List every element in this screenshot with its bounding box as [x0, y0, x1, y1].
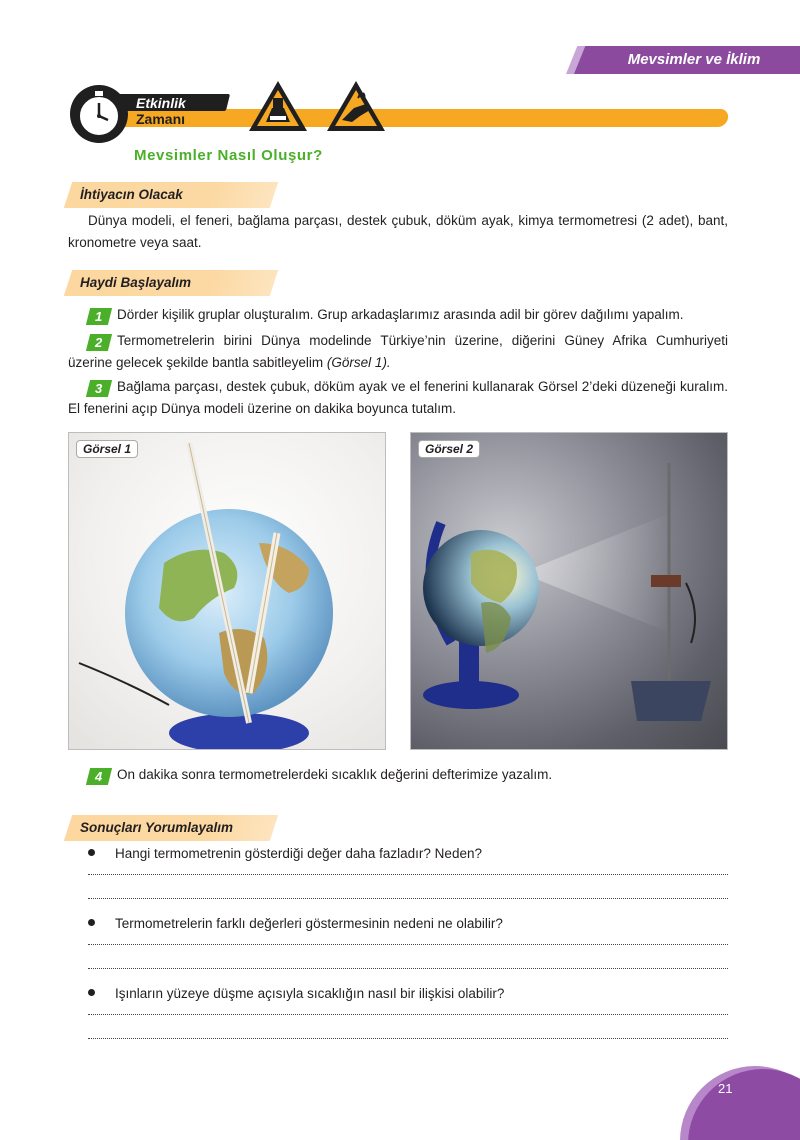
step-text: Dörder kişilik gruplar oluşturalım. Grup arkadaşlarımız arasında adil bir görev dağılımı yapalım. — [117, 307, 684, 322]
step-text: Termometrelerin birini Dünya modelinde Türkiye’nin üzerine, diğerini Güney Afrika Cumhuriyeti üzerine gelecek şekilde bantla sabitleyelim — [68, 333, 728, 370]
step-text: On dakika sonra termometrelerdeki sıcaklık değerini defterimize yazalım. — [117, 767, 553, 782]
answer-line[interactable] — [88, 874, 728, 875]
step-text: Bağlama parçası, destek çubuk, döküm ayak ve el fenerini kullanarak Görsel 2’deki düzeneği kuralım. El fenerini açıp Dünya modeli üzerine on dakika boyunca tutalım. — [68, 379, 728, 416]
step-3 — [68, 376, 728, 420]
step-number-badge: 2 — [86, 334, 112, 351]
bullet-icon — [88, 919, 95, 926]
photo-2-label: Görsel 2 — [418, 440, 480, 458]
photo-globe-thermometers — [68, 432, 386, 750]
stopwatch-icon — [68, 82, 130, 144]
results-heading-text: Sonuçları Yorumlayalım — [80, 820, 234, 835]
needs-text: Dünya modeli, el feneri, bağlama parçası, destek çubuk, döküm ayak, kimya termometresi (2 adet), bant, kronometre veya saat. — [68, 213, 728, 250]
activity-banner — [68, 78, 730, 144]
step-number-badge: 1 — [86, 308, 112, 325]
banner-line1: Etkinlik — [136, 95, 186, 111]
photo-globe-flashlight-setup — [410, 432, 728, 750]
question-text: Hangi termometrenin gösterdiği değer daha fazladır? Neden? — [115, 846, 482, 861]
step-1 — [68, 304, 728, 326]
results-heading — [68, 815, 274, 841]
question-1 — [88, 846, 482, 861]
setup-illustration — [411, 433, 728, 750]
photo-1-label: Görsel 1 — [76, 440, 138, 458]
needs-heading — [68, 182, 274, 208]
hand-burn-warning-icon — [324, 78, 388, 134]
start-heading — [68, 270, 274, 296]
answer-line[interactable] — [88, 898, 728, 899]
question-3 — [88, 986, 504, 1001]
chemistry-warning-icon — [246, 78, 310, 134]
banner-line2: Zamanı — [136, 111, 186, 127]
step-2 — [68, 330, 728, 374]
question-2 — [88, 916, 503, 931]
answer-line[interactable] — [88, 1038, 728, 1039]
activity-title: Mevsimler Nasıl Oluşur? — [134, 147, 323, 164]
bullet-icon — [88, 989, 95, 996]
answer-line[interactable] — [88, 944, 728, 945]
page-circle — [688, 1069, 800, 1140]
answer-line[interactable] — [88, 1014, 728, 1015]
question-text: Işınların yüzeye düşme açısıyla sıcaklığın nasıl bir ilişkisi olabilir? — [115, 986, 505, 1001]
chapter-title: Mevsimler ve İklim — [627, 51, 761, 68]
question-text: Termometrelerin farklı değerleri göstermesinin nedeni ne olabilir? — [115, 916, 503, 931]
bullet-icon — [88, 849, 95, 856]
step-4 — [68, 764, 728, 786]
step-number-badge: 3 — [86, 380, 112, 397]
needs-heading-text: İhtiyacın Olacak — [80, 187, 183, 202]
chapter-tab — [560, 46, 800, 74]
banner-orange-bar — [107, 109, 730, 127]
answer-line[interactable] — [88, 968, 728, 969]
needs-paragraph — [68, 210, 728, 254]
step-number-badge: 4 — [86, 768, 112, 785]
start-heading-text: Haydi Başlayalım — [80, 275, 192, 290]
page-number: 21 — [718, 1081, 733, 1096]
step-reference: (Görsel 1). — [326, 355, 391, 370]
page-number-decoration — [680, 1066, 800, 1140]
globe-illustration — [69, 433, 386, 750]
